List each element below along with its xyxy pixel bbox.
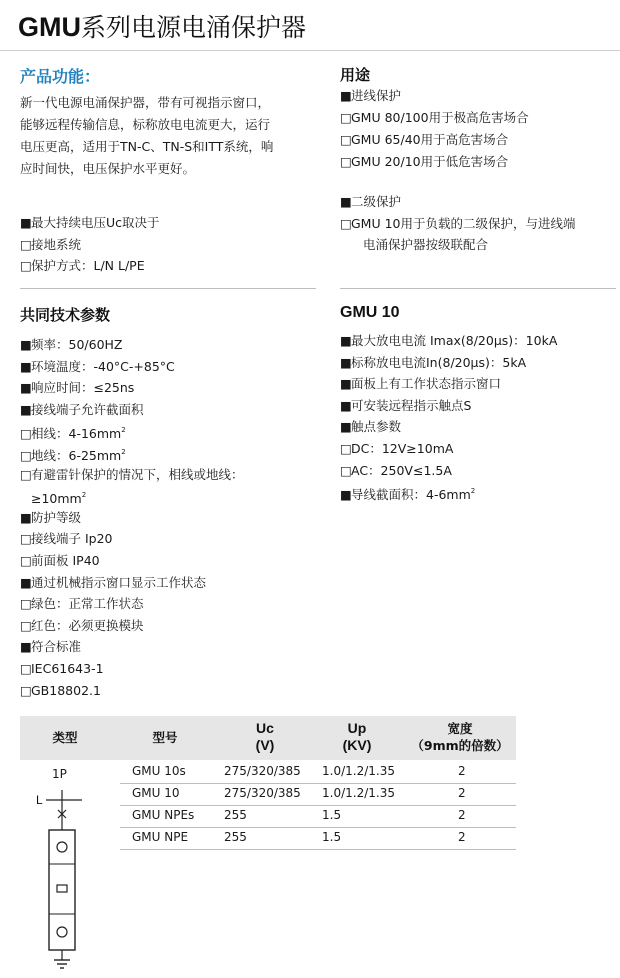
superscript: 2 bbox=[121, 426, 126, 435]
table-row-divider bbox=[120, 827, 516, 828]
list-item-text: DC：12V≥10mA bbox=[351, 441, 454, 456]
title-divider bbox=[0, 50, 620, 51]
right-divider bbox=[340, 288, 616, 289]
features-heading: 产品功能： bbox=[20, 67, 101, 86]
th-width-name: 宽度 bbox=[447, 721, 473, 736]
list-item-text: 有避雷针保护的情况下，相线或地线： bbox=[31, 466, 244, 482]
list-item bbox=[20, 636, 81, 657]
bullet-box: ■ bbox=[340, 419, 352, 435]
list-item-text: 保护方式：L/N L/PE bbox=[31, 258, 145, 273]
th-width-unit: （9mm的倍数） bbox=[411, 738, 509, 753]
list-item-text: 最大持续电压Uc取决于 bbox=[31, 215, 160, 230]
list-item-text: 接线端子 Ip20 bbox=[31, 531, 113, 547]
list-item bbox=[20, 680, 101, 701]
table-cell-up: 1.0/1.2/1.35 bbox=[322, 764, 395, 778]
table-row-divider bbox=[120, 805, 516, 806]
bullet-box: ■ bbox=[340, 88, 352, 103]
bullet-box: □ bbox=[20, 596, 32, 612]
list-item bbox=[20, 442, 126, 466]
bullet-box: ■ bbox=[20, 401, 32, 417]
list-item-text: 电涌保护器按级联配合 bbox=[363, 237, 489, 252]
list-item-text: 进线保护 bbox=[351, 88, 402, 103]
list-item bbox=[20, 334, 123, 355]
superscript: 2 bbox=[121, 448, 126, 456]
list-item bbox=[340, 330, 557, 351]
spd-wiring-diagram bbox=[20, 762, 110, 972]
bullet-box: ■ bbox=[340, 333, 352, 348]
list-item-text: GMU 65/40用于高危害场合 bbox=[351, 132, 509, 147]
list-item-text: 可安装远程指示触点S bbox=[351, 397, 472, 413]
th-up-unit: (KV) bbox=[342, 737, 372, 753]
bullet-box: ■ bbox=[340, 354, 352, 370]
table-cell-width: 2 bbox=[458, 830, 466, 844]
terminal-bottom bbox=[57, 927, 67, 937]
list-item bbox=[340, 438, 453, 459]
th-type: 类型 bbox=[52, 730, 78, 745]
table-cell-up: 1.5 bbox=[322, 808, 342, 822]
common-params-heading: 共同技术参数 bbox=[20, 306, 111, 324]
list-item-text: 绿色：正常工作状态 bbox=[31, 596, 144, 612]
list-item bbox=[20, 420, 126, 444]
table-cell-width: 2 bbox=[458, 764, 466, 778]
bullet-box: □ bbox=[340, 441, 352, 456]
list-item bbox=[340, 107, 529, 128]
bullet-box: ■ bbox=[340, 194, 352, 209]
bullet-box: ■ bbox=[20, 574, 32, 590]
paragraph-line: 新一代电源电涌保护器，带有可视指示窗口， bbox=[20, 95, 271, 110]
usage-heading: 用途 bbox=[340, 66, 371, 84]
table-cell-uc: 275/320/385 bbox=[224, 786, 301, 800]
list-item-text: 面板上有工作状态指示窗口 bbox=[351, 376, 502, 392]
bullet-box: ■ bbox=[340, 376, 352, 392]
list-item-text: 环境温度：-40°C-+85°C bbox=[31, 358, 175, 374]
list-item bbox=[20, 572, 206, 593]
th-uc-name: Uc bbox=[256, 720, 274, 736]
page-title bbox=[18, 8, 306, 44]
th-uc-unit: (V) bbox=[255, 737, 275, 753]
list-item-text: 相线：4-16mm bbox=[31, 426, 122, 442]
list-item bbox=[352, 234, 488, 255]
list-item-text: AC：250V≤1.5A bbox=[351, 462, 452, 478]
table-cell-width: 2 bbox=[458, 786, 466, 800]
table-cell-model: GMU 10s bbox=[132, 764, 186, 778]
bullet-box: □ bbox=[20, 448, 32, 463]
indicator-window bbox=[57, 885, 67, 892]
table-row-divider bbox=[120, 783, 516, 784]
diagram-label-l: L bbox=[36, 793, 43, 807]
list-item bbox=[20, 485, 86, 509]
bullet-box: ■ bbox=[20, 509, 32, 525]
list-item-text: 导线截面积：4-6mm bbox=[351, 487, 471, 503]
list-item bbox=[340, 481, 475, 505]
list-item bbox=[340, 191, 401, 212]
list-item bbox=[20, 356, 175, 377]
list-item bbox=[340, 213, 576, 234]
table-cell-width: 2 bbox=[458, 808, 466, 822]
list-item bbox=[20, 593, 144, 614]
list-item bbox=[20, 550, 100, 571]
table-cell-model: GMU NPE bbox=[132, 830, 189, 844]
th-model: 型号 bbox=[152, 730, 178, 745]
list-item-text: 标称放电电流In(8/20μs)：5kA bbox=[351, 354, 527, 370]
list-item bbox=[340, 416, 401, 437]
list-item bbox=[20, 507, 81, 528]
table-cell-uc: 255 bbox=[224, 808, 247, 822]
list-item bbox=[340, 352, 526, 373]
bullet-box: □ bbox=[340, 216, 352, 231]
list-item bbox=[20, 658, 104, 679]
bullet-box: ■ bbox=[20, 358, 32, 374]
list-item-text: 符合标准 bbox=[31, 639, 82, 655]
th-width bbox=[408, 720, 512, 754]
bullet-box: ■ bbox=[20, 337, 32, 352]
bullet-box: □ bbox=[20, 236, 32, 252]
table-row-divider bbox=[120, 849, 516, 850]
bullet-box: ■ bbox=[340, 487, 352, 503]
title-brand: GMU bbox=[18, 12, 81, 42]
paragraph-line: 能够远程传输信息，标称放电电流更大，运行 bbox=[20, 117, 271, 132]
title-text: 系列电源电涌保护器 bbox=[81, 13, 307, 42]
bullet-box: □ bbox=[20, 617, 32, 633]
list-item-text: 二级保护 bbox=[351, 194, 402, 209]
list-item bbox=[340, 373, 501, 394]
superscript: 2 bbox=[81, 491, 87, 500]
bullet-box: ■ bbox=[340, 397, 352, 413]
list-item-text: GMU 10用于负载的二级保护，与进线端 bbox=[351, 216, 576, 231]
list-item bbox=[20, 528, 113, 549]
list-item bbox=[340, 151, 508, 172]
superscript: 2 bbox=[470, 487, 476, 496]
list-item-text: GMU 20/10用于低危害场合 bbox=[351, 154, 509, 169]
paragraph-line: 应时间快，电压保护水平更好。 bbox=[20, 161, 196, 176]
table-cell-uc: 255 bbox=[224, 830, 247, 844]
list-item bbox=[20, 464, 244, 485]
table-cell-up: 1.5 bbox=[322, 830, 342, 844]
bullet-box: □ bbox=[20, 426, 32, 442]
list-item bbox=[20, 399, 144, 420]
bullet-box: □ bbox=[20, 553, 32, 568]
bullet-box: □ bbox=[340, 110, 352, 125]
list-item bbox=[20, 255, 145, 276]
bullet-box: □ bbox=[340, 154, 352, 169]
bullet-box: □ bbox=[20, 531, 32, 547]
list-item-text: GMU 80/100用于极高危害场合 bbox=[351, 110, 529, 125]
list-item-text: 接线端子允许截面积 bbox=[31, 401, 144, 417]
list-item bbox=[340, 395, 471, 416]
list-item-text: 触点参数 bbox=[351, 419, 402, 435]
list-item bbox=[20, 212, 160, 233]
table-cell-up: 1.0/1.2/1.35 bbox=[322, 786, 395, 800]
list-item-text: 频率：50/60HZ bbox=[31, 337, 123, 352]
gmu10-heading: GMU 10 bbox=[340, 304, 400, 321]
bullet-box: □ bbox=[340, 462, 352, 478]
list-item-text: 接地系统 bbox=[31, 236, 82, 252]
list-item-text: IEC61643-1 bbox=[31, 661, 104, 676]
list-item bbox=[20, 615, 144, 636]
bullet-box: ■ bbox=[20, 215, 32, 230]
list-item bbox=[20, 377, 134, 398]
list-item-text: 红色：必须更换模块 bbox=[31, 617, 144, 633]
list-item-text: GB18802.1 bbox=[31, 682, 101, 698]
list-item bbox=[20, 234, 81, 255]
list-item bbox=[340, 129, 508, 150]
list-item-text: 防护等级 bbox=[31, 509, 82, 525]
bullet-box: □ bbox=[340, 132, 352, 147]
list-item bbox=[340, 85, 401, 106]
list-item-text: 响应时间：≤25ns bbox=[31, 380, 135, 396]
bullet-box: □ bbox=[20, 466, 32, 482]
list-item-text: 前面板 IP40 bbox=[31, 553, 100, 568]
type-label: 1P bbox=[52, 767, 67, 781]
th-up bbox=[322, 720, 392, 754]
table-cell-model: GMU 10 bbox=[132, 786, 180, 800]
bullet-box: ■ bbox=[20, 639, 32, 655]
th-up-name: Up bbox=[347, 720, 367, 736]
list-item-text: 地线：6-25mm bbox=[31, 448, 122, 463]
list-item bbox=[340, 460, 452, 481]
bullet-box: □ bbox=[20, 661, 32, 676]
terminal-top bbox=[57, 842, 67, 852]
bullet-box: □ bbox=[20, 682, 32, 698]
list-item-text: 最大放电电流 Imax(8/20μs)：10kA bbox=[351, 333, 558, 348]
bullet-box: ■ bbox=[20, 380, 32, 396]
th-uc bbox=[235, 720, 295, 754]
table-cell-model: GMU NPEs bbox=[132, 808, 195, 822]
list-item-text: ≥10mm bbox=[31, 491, 82, 507]
table-cell-uc: 275/320/385 bbox=[224, 764, 301, 778]
list-item-text: 通过机械指示窗口显示工作状态 bbox=[31, 574, 207, 590]
left-divider bbox=[20, 288, 316, 289]
bullet-box: □ bbox=[20, 258, 32, 273]
paragraph-line: 电压更高，适用于TN-C、TN-S和ITT系统，响 bbox=[20, 139, 274, 154]
